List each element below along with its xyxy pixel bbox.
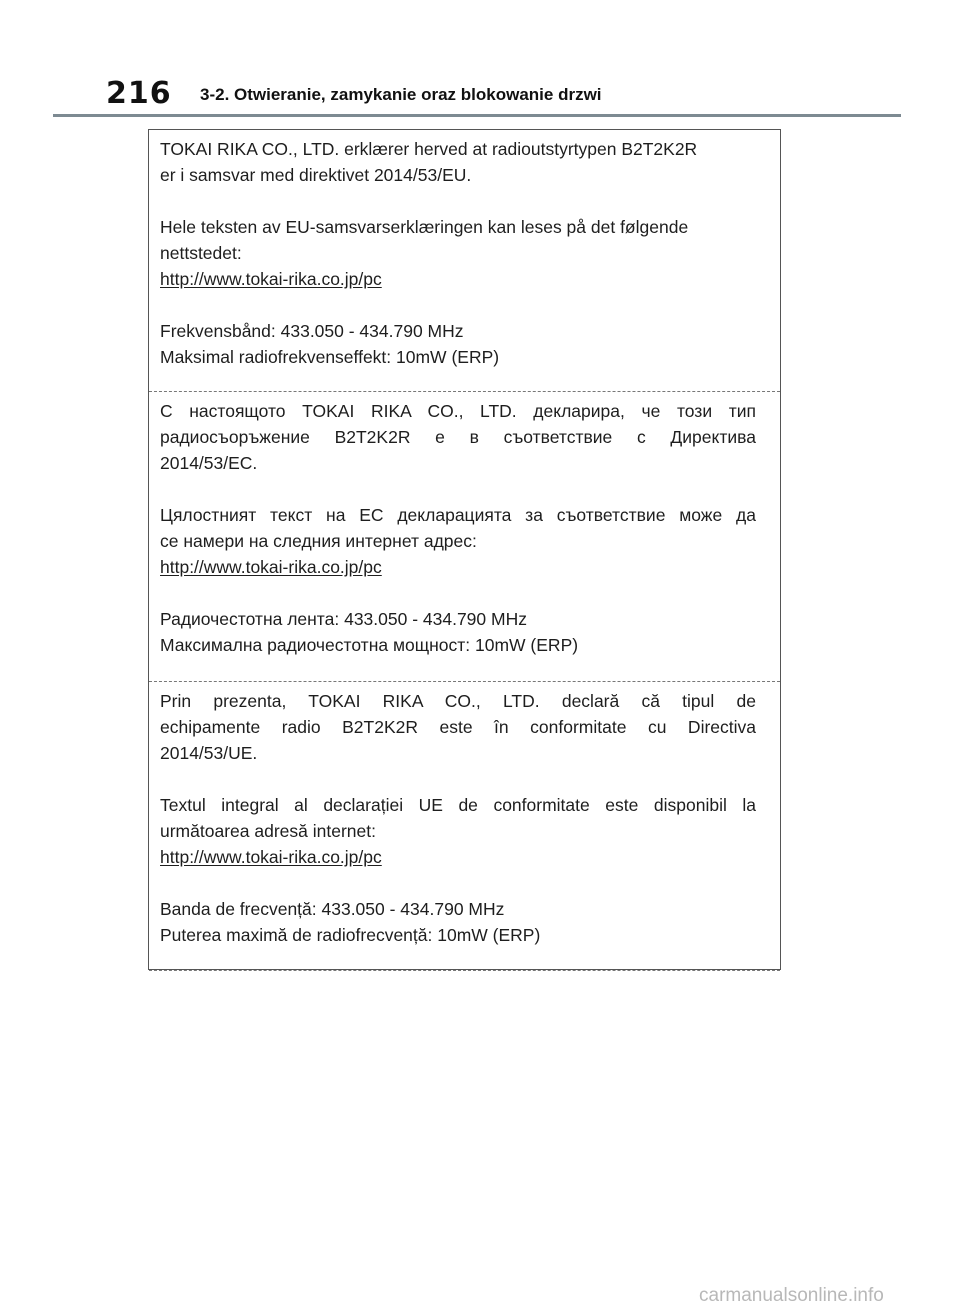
declaration-line: nettstedet: xyxy=(160,243,242,263)
section-title: 3-2. Otwieranie, zamykanie oraz blokowanie drzwi xyxy=(200,85,602,104)
romanian-declaration xyxy=(149,681,780,971)
declaration-line: Textul integral al declarației UE de conformitate este disponibil la xyxy=(160,795,756,815)
frequency-band: Frekvensbånd: 433.050 - 434.790 MHz xyxy=(160,321,464,341)
frequency-band: Banda de frecvență: 433.050 - 434.790 MHz xyxy=(160,899,505,919)
declaration-line: радиосъоръжение B2T2K2R е в съответствие с Директива xyxy=(160,427,756,447)
declaration-line: Цялостният текст на ЕС декларацията за съответствие може да xyxy=(160,505,756,525)
declaration-line: се намери на следния интернет адрес: xyxy=(160,531,477,551)
radio-compliance-notice xyxy=(148,129,781,970)
declaration-line: echipamente radio B2T2K2R este în conformitate cu Directiva xyxy=(160,717,756,737)
declaration-line: er i samsvar med direktivet 2014/53/EU. xyxy=(160,165,472,185)
declaration-line: următoarea adresă internet: xyxy=(160,821,376,841)
header-divider xyxy=(53,114,901,117)
bulgarian-declaration xyxy=(149,391,780,681)
frequency-band: Радиочестотна лента: 433.050 - 434.790 MHz xyxy=(160,609,527,629)
max-power: Максимална радиочестотна мощност: 10mW (ERP) xyxy=(160,635,579,655)
max-power: Maksimal radiofrekvenseffekt: 10mW (ERP) xyxy=(160,347,500,367)
page-number: 216 xyxy=(106,76,172,111)
site-watermark: carmanualsonline.info xyxy=(699,1285,884,1306)
max-power: Puterea maximă de radiofrecvență: 10mW (ERP) xyxy=(160,925,541,945)
danish-norwegian-declaration xyxy=(149,130,780,391)
declaration-line: 2014/53/UE. xyxy=(160,743,258,763)
declaration-link[interactable]: http://www.tokai-rika.co.jp/pc xyxy=(160,847,382,867)
declaration-line: 2014/53/ЕС. xyxy=(160,453,258,473)
declaration-line: С настоящото TOKAI RIKA CO., LTD. декларира, че този тип xyxy=(160,401,756,421)
declaration-line: TOKAI RIKA CO., LTD. erklærer herved at radioutstyrtypen B2T2K2R xyxy=(160,139,698,159)
declaration-line: Hele teksten av EU-samsvarserklæringen kan leses på det følgende xyxy=(160,217,689,237)
declaration-line: Prin prezenta, TOKAI RIKA CO., LTD. declară că tipul de xyxy=(160,691,756,711)
declaration-link[interactable]: http://www.tokai-rika.co.jp/pc xyxy=(160,557,382,577)
declaration-link[interactable]: http://www.tokai-rika.co.jp/pc xyxy=(160,269,382,289)
